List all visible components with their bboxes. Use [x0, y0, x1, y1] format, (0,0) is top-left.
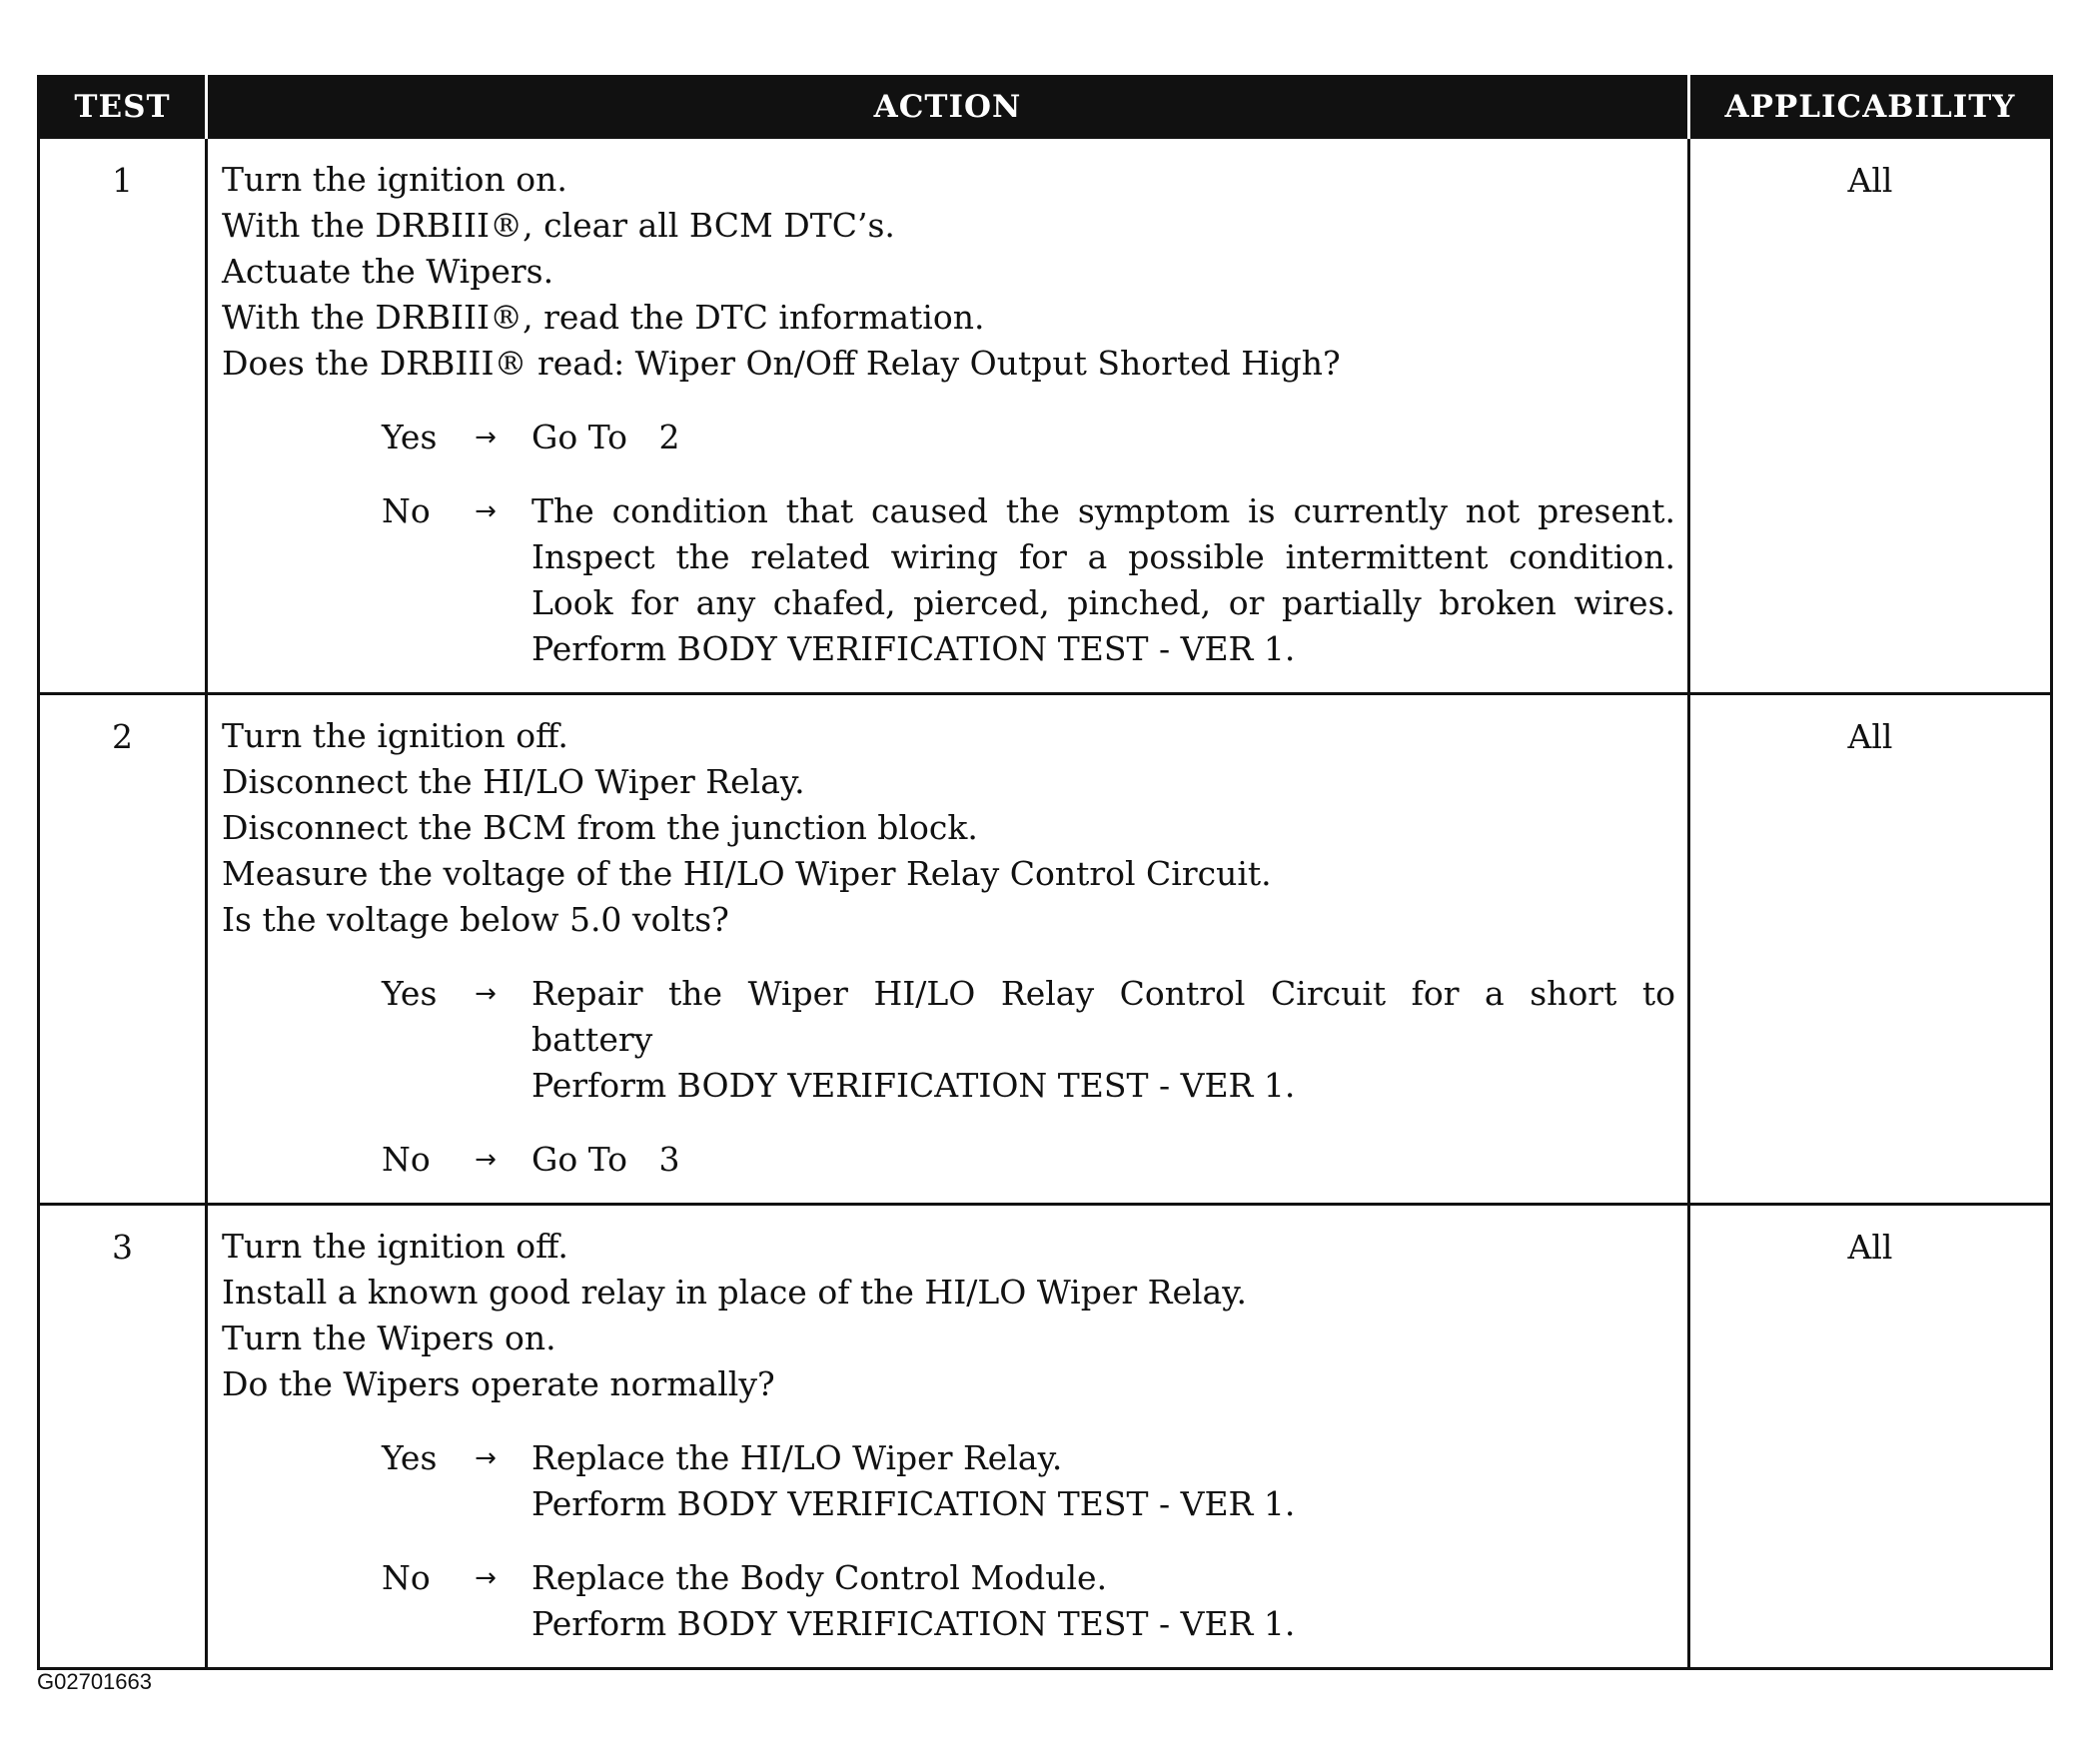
- action-step: Measure the voltage of the HI/LO Wiper Relay Control Circuit.: [222, 854, 1272, 893]
- result-line: Replace the Body Control Module.: [531, 1558, 1108, 1597]
- no-label: No: [382, 491, 431, 530]
- action-step: Do the Wipers operate normally?: [222, 1364, 775, 1403]
- yes-branch: [382, 415, 1675, 460]
- arrow-right-icon: →: [475, 979, 497, 1009]
- action-step: Is the voltage below 5.0 volts?: [222, 900, 729, 939]
- action-step: Does the DRBIII® read: Wiper On/Off Relay Output Shorted High?: [222, 344, 1341, 383]
- action-step: With the DRBIII®, clear all BCM DTC’s.: [222, 206, 895, 245]
- result-line: Go To 3: [531, 1140, 680, 1179]
- header-applicability: APPLICABILITY: [1689, 77, 2052, 138]
- yes-result: [531, 971, 1675, 1109]
- no-branch: [382, 1137, 1675, 1183]
- yes-label: Yes: [382, 974, 438, 1013]
- applicability-value: All: [1689, 138, 2052, 694]
- action-step: Install a known good relay in place of the HI/LO Wiper Relay.: [222, 1273, 1247, 1312]
- action-step: Turn the Wipers on.: [222, 1319, 556, 1357]
- result-line: Perform BODY VERIFICATION TEST - VER 1.: [531, 1066, 1296, 1105]
- arrow-right-icon: →: [475, 1145, 497, 1175]
- action-cell: [207, 138, 1689, 694]
- result-line: Perform BODY VERIFICATION TEST - VER 1.: [531, 1484, 1296, 1523]
- table-row: [39, 694, 2052, 1205]
- no-branch: [382, 1555, 1675, 1647]
- test-number: 1: [39, 138, 207, 694]
- yes-result: [531, 1435, 1675, 1527]
- result-line: battery: [531, 1020, 653, 1059]
- result-line: Replace the HI/LO Wiper Relay.: [531, 1438, 1063, 1477]
- arrow-right-icon: →: [475, 1443, 497, 1473]
- no-result: [531, 488, 1675, 672]
- test-number: 2: [39, 694, 207, 1205]
- no-result: [531, 1555, 1675, 1647]
- table-header-row: [39, 77, 2052, 138]
- header-action: ACTION: [207, 77, 1689, 138]
- action-step: Disconnect the BCM from the junction block.: [222, 808, 978, 847]
- result-line: Look for any chafed, pierced, pinched, or partially broken wires.: [531, 583, 1675, 622]
- table-row: [39, 138, 2052, 694]
- action-step: Actuate the Wipers.: [222, 252, 554, 291]
- action-step: With the DRBIII®, read the DTC information.: [222, 298, 985, 337]
- arrow-right-icon: →: [475, 1563, 497, 1593]
- action-step: Turn the ignition on.: [222, 160, 567, 199]
- result-line: Inspect the related wiring for a possible intermittent condition.: [531, 537, 1675, 576]
- header-test: TEST: [39, 77, 207, 138]
- arrow-right-icon: →: [475, 423, 497, 452]
- arrow-right-icon: →: [475, 496, 497, 526]
- table-row: [39, 1205, 2052, 1669]
- no-label: No: [382, 1140, 431, 1179]
- yes-result: [531, 415, 1675, 460]
- no-branch: [382, 488, 1675, 672]
- diagnostic-test-table: [37, 75, 2053, 1670]
- action-step: Disconnect the HI/LO Wiper Relay.: [222, 762, 805, 801]
- applicability-value: All: [1689, 694, 2052, 1205]
- result-line: Perform BODY VERIFICATION TEST - VER 1.: [531, 629, 1296, 668]
- result-line: Go To 2: [531, 418, 680, 456]
- no-result: [531, 1137, 1675, 1183]
- applicability-value: All: [1689, 1205, 2052, 1669]
- yes-branch: [382, 971, 1675, 1109]
- action-step: Turn the ignition off.: [222, 1227, 568, 1266]
- yes-label: Yes: [382, 1438, 438, 1477]
- figure-code: G02701663: [37, 1669, 152, 1694]
- test-number: 3: [39, 1205, 207, 1669]
- yes-label: Yes: [382, 418, 438, 456]
- result-line: Repair the Wiper HI/LO Relay Control Circuit for a short to: [531, 974, 1675, 1013]
- action-step: Turn the ignition off.: [222, 716, 568, 755]
- action-cell: [207, 694, 1689, 1205]
- action-cell: [207, 1205, 1689, 1669]
- no-label: No: [382, 1558, 431, 1597]
- result-line: Perform BODY VERIFICATION TEST - VER 1.: [531, 1604, 1296, 1643]
- yes-branch: [382, 1435, 1675, 1527]
- result-line: The condition that caused the symptom is currently not present.: [531, 491, 1675, 530]
